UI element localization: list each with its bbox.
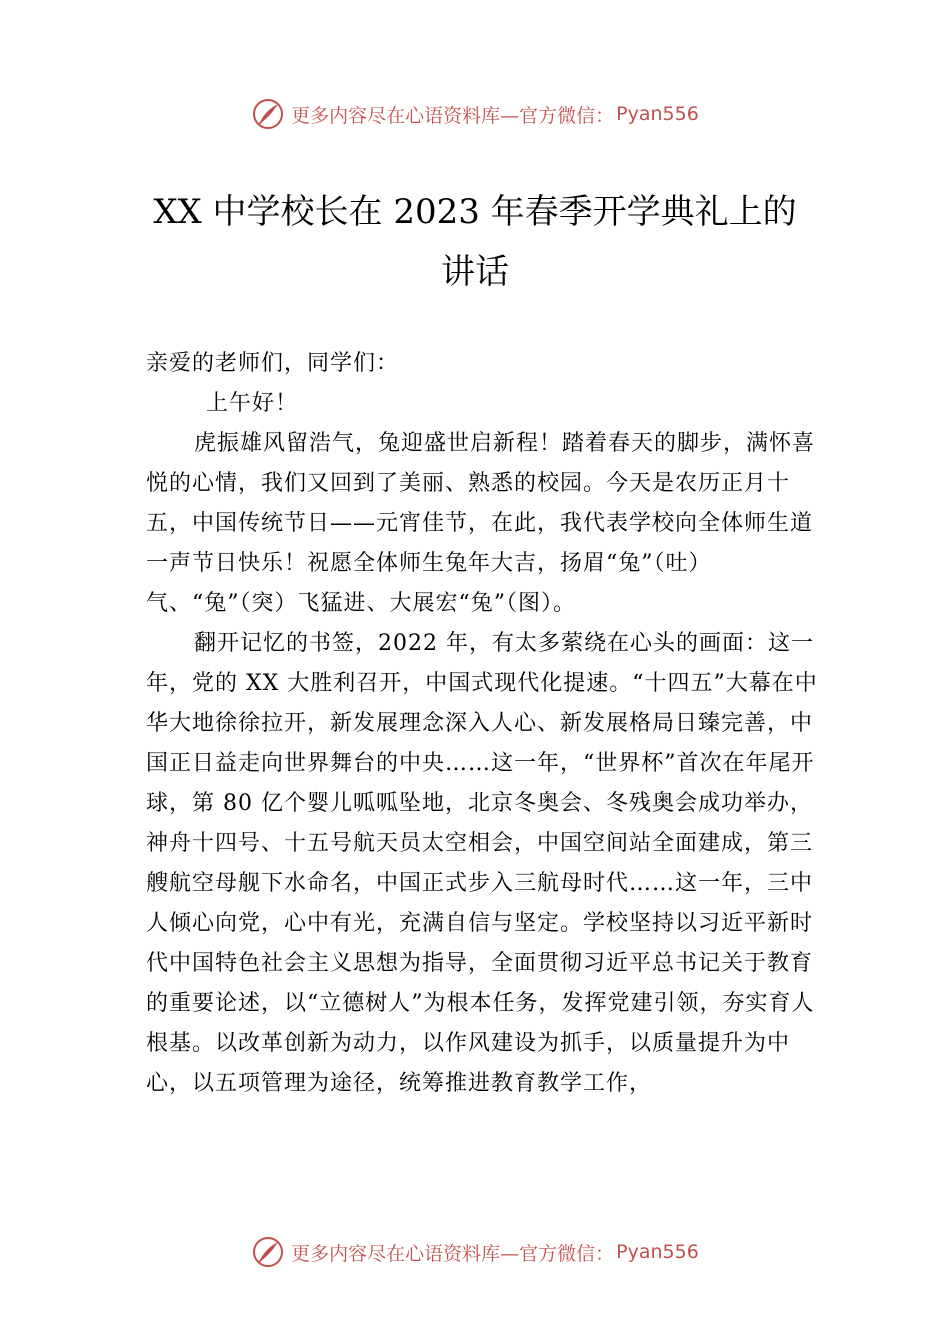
paragraph-1: 虎振雄风留浩气，兔迎盛世启新程！踏着春天的脚步，满怀喜悦的心情，我们又回到了美丽、熟悉的校园。今天是农历正月十五，中国传统节日——元宵佳节，在此，我代表学校向全体师生道一声节日快乐！祝愿全体师生兔年大吉，扬眉“兔”（吐）气、“兔”（突）飞猛进、大展宏“兔”（图）。: [146, 431, 816, 616]
document-body: [146, 344, 826, 1104]
header-watermark: [0, 94, 950, 134]
greeting: 上午好！: [206, 391, 299, 416]
watermark-wechat-id: Pyan556: [616, 103, 699, 125]
document-title: [140, 182, 810, 302]
salutation: 亲爱的老师们，同学们：: [146, 351, 400, 376]
watermark-text: 更多内容尽在心语资料库—官方微信：: [291, 1242, 615, 1265]
title-line-1: XX 中学校长在 2023 年春季开学典礼上的: [153, 192, 797, 232]
footer-watermark: [0, 1232, 950, 1272]
watermark-text: 更多内容尽在心语资料库—官方微信：: [291, 104, 615, 127]
paragraph-2: 翻开记忆的书签，2022 年，有太多萦绕在心头的画面：这一年，党的 XX 大胜利召开，中国式现代化提速。“十四五”大幕在中华大地徐徐拉开，新发展理念深入人心、新发展格局日臻完善，中国正日益走向世界舞台的中央……这一年，“世界杯”首次在年尾开球，第 80 亿个婴儿呱呱坠地，北京冬奥会、冬残奥会成功举办，神舟十四号、十五号航天员太空相会，中国空间站全面建成，第三艘航空母舰下水命名，中国正式步入三航母时代……这一年，三中人倾心向党，心中有光，充满自信与坚定。学校坚持以习近平新时代中国特色社会主义思想为指导，全面贯彻习近平总书记关于教育的重要论述，以“立德树人”为根本任务，发挥党建引领，夯实育人根基。以改革创新为动力，以作风建设为抓手，以质量提升为中心，以五项管理为途径，统筹推进教育教学工作，: [146, 631, 818, 1096]
quill-logo-icon: [251, 1235, 285, 1269]
title-line-2: 讲话: [441, 252, 509, 292]
watermark-wechat-id: Pyan556: [616, 1241, 699, 1263]
quill-logo-icon: [251, 97, 285, 131]
